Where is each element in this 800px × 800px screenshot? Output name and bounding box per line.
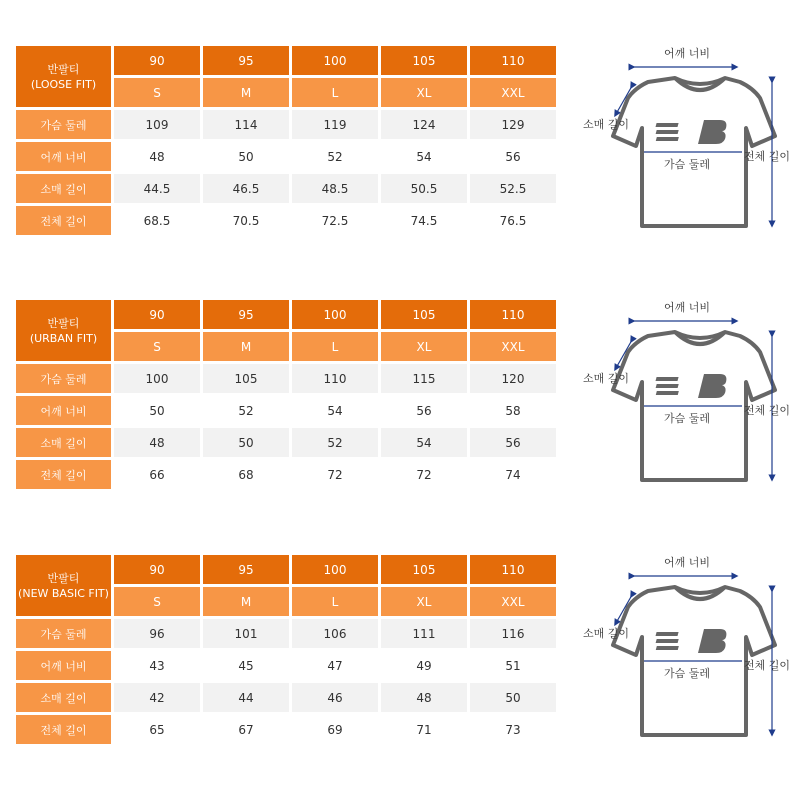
product-title-line1: 반팔티 — [47, 62, 80, 76]
measurement-value: 44.5 — [114, 174, 200, 203]
measurement-value: 72 — [381, 460, 467, 489]
measurement-row — [16, 142, 556, 171]
size-chart-block — [0, 555, 800, 765]
measurement-value: 74.5 — [381, 206, 467, 235]
size-number-cell: 90 — [114, 300, 200, 329]
measurement-value: 44 — [203, 683, 289, 712]
measurement-value: 76.5 — [470, 206, 556, 235]
shoulder-width-label: 어깨 너비 — [664, 47, 711, 60]
size-number-cell: 105 — [381, 300, 467, 329]
size-letter-cell: S — [114, 587, 200, 616]
measurement-value: 129 — [470, 110, 556, 139]
measurement-value: 52.5 — [470, 174, 556, 203]
size-number-cell: 100 — [292, 300, 378, 329]
measurement-value: 73 — [470, 715, 556, 744]
sleeve-length-label: 소매 길이 — [583, 118, 630, 131]
measurement-row — [16, 428, 556, 457]
size-number-cell: 110 — [470, 300, 556, 329]
chest-circumference-label: 가슴 둘레 — [664, 667, 711, 680]
tshirt-diagram — [580, 556, 800, 767]
product-title-line2: (URBAN FIT) — [29, 331, 98, 345]
size-number-cell: 90 — [114, 46, 200, 75]
size-table — [13, 43, 559, 238]
product-title-line2: (LOOSE FIT) — [30, 77, 97, 91]
measurement-value: 119 — [292, 110, 378, 139]
tshirt-diagram — [580, 301, 800, 512]
measurement-label: 어깨 너비 — [16, 651, 111, 680]
size-number-cell: 110 — [470, 555, 556, 584]
measurement-label: 어깨 너비 — [16, 396, 111, 425]
total-length-label: 전체 길이 — [744, 150, 791, 163]
measurement-row — [16, 460, 556, 489]
measurement-value: 74 — [470, 460, 556, 489]
measurement-value: 114 — [203, 110, 289, 139]
measurement-value: 68 — [203, 460, 289, 489]
measurement-value: 50 — [203, 142, 289, 171]
measurement-value: 70.5 — [203, 206, 289, 235]
measurement-value: 48 — [114, 142, 200, 171]
measurement-value: 49 — [381, 651, 467, 680]
size-letter-cell: XL — [381, 78, 467, 107]
measurement-value: 56 — [470, 428, 556, 457]
measurement-value: 56 — [381, 396, 467, 425]
measurement-value: 120 — [470, 364, 556, 393]
measurement-label: 가슴 둘레 — [16, 110, 111, 139]
measurement-value: 69 — [292, 715, 378, 744]
measurement-label: 전체 길이 — [16, 206, 111, 235]
measurement-row — [16, 715, 556, 744]
measurement-value: 48.5 — [292, 174, 378, 203]
measurement-row — [16, 206, 556, 235]
measurement-value: 72 — [292, 460, 378, 489]
measurement-value: 52 — [203, 396, 289, 425]
number-row — [16, 46, 556, 75]
measurement-row — [16, 364, 556, 393]
shoulder-width-label: 어깨 너비 — [664, 301, 711, 314]
measurement-row — [16, 110, 556, 139]
size-number-cell: 95 — [203, 555, 289, 584]
measurement-value: 45 — [203, 651, 289, 680]
measurement-value: 100 — [114, 364, 200, 393]
measurement-row — [16, 174, 556, 203]
measurement-label: 소매 길이 — [16, 683, 111, 712]
size-number-cell: 100 — [292, 46, 378, 75]
measurement-value: 72.5 — [292, 206, 378, 235]
size-number-cell: 95 — [203, 46, 289, 75]
size-number-cell: 110 — [470, 46, 556, 75]
measurement-label: 어깨 너비 — [16, 142, 111, 171]
measurement-value: 67 — [203, 715, 289, 744]
product-title-line1: 반팔티 — [47, 316, 80, 330]
measurement-value: 54 — [381, 142, 467, 171]
chest-circumference-label: 가슴 둘레 — [664, 412, 711, 425]
measurement-row — [16, 651, 556, 680]
product-title — [16, 555, 111, 616]
size-letter-cell: L — [292, 78, 378, 107]
sleeve-length-label: 소매 길이 — [583, 372, 630, 385]
total-length-label: 전체 길이 — [744, 404, 791, 417]
size-number-cell: 105 — [381, 46, 467, 75]
measurement-value: 109 — [114, 110, 200, 139]
measurement-value: 56 — [470, 142, 556, 171]
size-letter-cell: L — [292, 587, 378, 616]
measurement-value: 50.5 — [381, 174, 467, 203]
size-letter-cell: XL — [381, 332, 467, 361]
measurement-value: 116 — [470, 619, 556, 648]
measurement-value: 115 — [381, 364, 467, 393]
measurement-value: 42 — [114, 683, 200, 712]
product-title — [16, 300, 111, 361]
product-title — [16, 46, 111, 107]
measurement-value: 65 — [114, 715, 200, 744]
sleeve-length-label: 소매 길이 — [583, 627, 630, 640]
size-letter-cell: M — [203, 78, 289, 107]
size-chart-block — [0, 300, 800, 510]
measurement-value: 51 — [470, 651, 556, 680]
measurement-value: 66 — [114, 460, 200, 489]
measurement-value: 52 — [292, 428, 378, 457]
size-number-cell: 100 — [292, 555, 378, 584]
total-length-label: 전체 길이 — [744, 659, 791, 672]
measurement-value: 48 — [114, 428, 200, 457]
size-letter-cell: XXL — [470, 587, 556, 616]
measurement-value: 52 — [292, 142, 378, 171]
number-row — [16, 555, 556, 584]
measurement-label: 가슴 둘레 — [16, 619, 111, 648]
measurement-value: 68.5 — [114, 206, 200, 235]
measurement-value: 50 — [203, 428, 289, 457]
measurement-value: 46.5 — [203, 174, 289, 203]
measurement-value: 47 — [292, 651, 378, 680]
measurement-value: 124 — [381, 110, 467, 139]
measurement-value: 106 — [292, 619, 378, 648]
measurement-value: 101 — [203, 619, 289, 648]
measurement-value: 43 — [114, 651, 200, 680]
measurement-value: 48 — [381, 683, 467, 712]
measurement-label: 전체 길이 — [16, 460, 111, 489]
measurement-label: 소매 길이 — [16, 428, 111, 457]
measurement-value: 105 — [203, 364, 289, 393]
size-chart-block — [0, 46, 800, 256]
size-number-cell: 90 — [114, 555, 200, 584]
measurement-value: 54 — [292, 396, 378, 425]
measurement-label: 전체 길이 — [16, 715, 111, 744]
product-title-line1: 반팔티 — [47, 571, 80, 585]
measurement-value: 111 — [381, 619, 467, 648]
measurement-value: 50 — [114, 396, 200, 425]
measurement-row — [16, 683, 556, 712]
shoulder-width-label: 어깨 너비 — [664, 556, 711, 569]
size-table — [13, 297, 559, 492]
size-letter-cell: S — [114, 78, 200, 107]
size-table — [13, 552, 559, 747]
measurement-label: 소매 길이 — [16, 174, 111, 203]
measurement-row — [16, 396, 556, 425]
measurement-value: 110 — [292, 364, 378, 393]
chest-circumference-label: 가슴 둘레 — [664, 158, 711, 171]
measurement-value: 71 — [381, 715, 467, 744]
size-letter-cell: S — [114, 332, 200, 361]
product-title-line2: (NEW BASIC FIT) — [18, 586, 109, 600]
size-letter-cell: L — [292, 332, 378, 361]
measurement-label: 가슴 둘레 — [16, 364, 111, 393]
size-letter-cell: XL — [381, 587, 467, 616]
number-row — [16, 300, 556, 329]
size-letter-cell: XXL — [470, 78, 556, 107]
measurement-value: 50 — [470, 683, 556, 712]
tshirt-diagram — [580, 47, 800, 258]
measurement-value: 54 — [381, 428, 467, 457]
size-letter-cell: M — [203, 587, 289, 616]
size-number-cell: 105 — [381, 555, 467, 584]
measurement-value: 96 — [114, 619, 200, 648]
measurement-value: 46 — [292, 683, 378, 712]
size-letter-cell: XXL — [470, 332, 556, 361]
measurement-value: 58 — [470, 396, 556, 425]
measurement-row — [16, 619, 556, 648]
size-number-cell: 95 — [203, 300, 289, 329]
size-letter-cell: M — [203, 332, 289, 361]
